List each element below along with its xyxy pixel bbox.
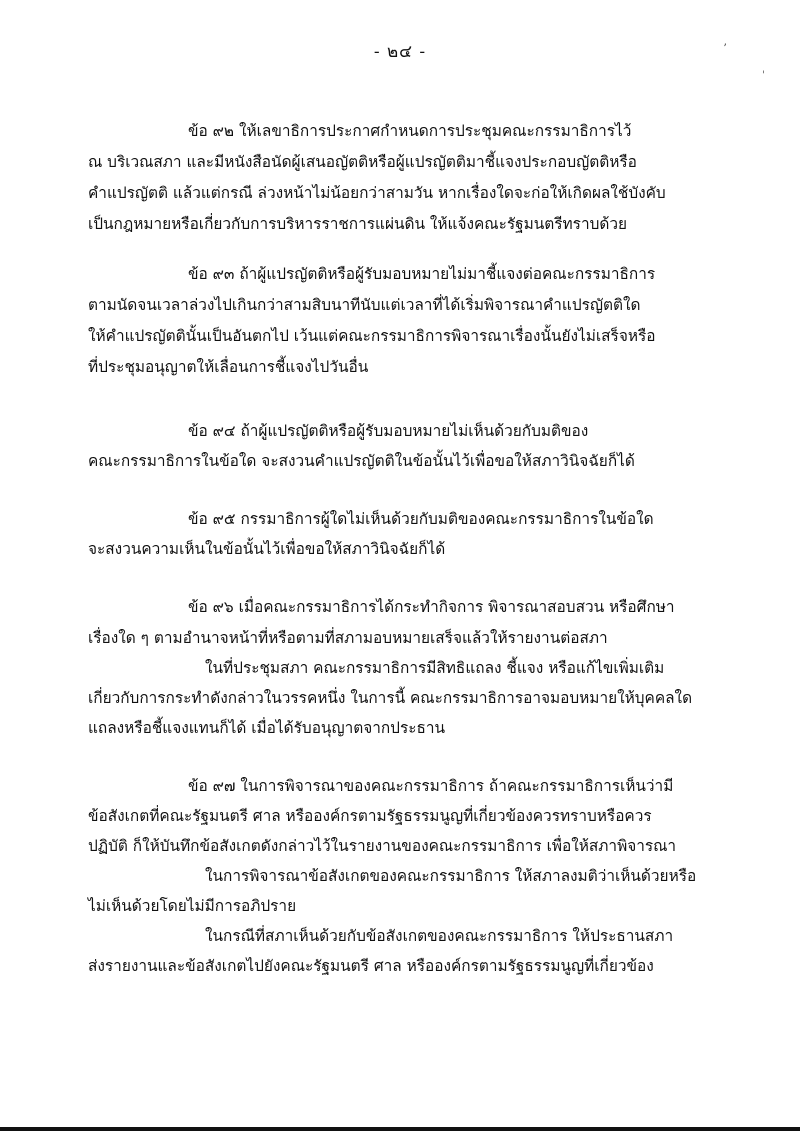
paragraph-line: ณ บริเวณสภา และมีหนังสือนัดผู้เสนอญัตติหรือผู้แปรญัตติมาชี้แจงประกอบญัตติหรือ bbox=[88, 153, 637, 171]
paragraph-line: แถลงหรือชี้แจงแทนก็ได้ เมื่อได้รับอนุญาตจากประธาน bbox=[88, 719, 446, 737]
paragraph-line: ข้อ ๙๖ เมื่อคณะกรรมาธิการได้กระทำกิจการ พิจารณาสอบสวน หรือศึกษา bbox=[188, 598, 675, 616]
paragraph-line: ส่งรายงานและข้อสังเกตไปยังคณะรัฐมนตรี ศาล หรือองค์กรตามรัฐธรรมนูญที่เกี่ยวข้อง bbox=[88, 957, 654, 975]
paragraph-line: เป็นกฎหมายหรือเกี่ยวกับการบริหารราชการแผ่นดิน ให้แจ้งคณะรัฐมนตรีทราบด้วย bbox=[88, 215, 628, 233]
paragraph-line: ข้อ ๙๓ ถ้าผู้แปรญัตติหรือผู้รับมอบหมายไม่มาชี้แจงต่อคณะกรรมาธิการ bbox=[188, 265, 656, 283]
paragraph-line: ข้อสังเกตที่คณะรัฐมนตรี ศาล หรือองค์กรตามรัฐธรรมนูญที่เกี่ยวข้องควรทราบหรือควร bbox=[88, 807, 652, 825]
paragraph-line: เรื่องใด ๆ ตามอำนาจหน้าที่หรือตามที่สภามอบหมายเสร็จแล้วให้รายงานต่อสภา bbox=[88, 629, 608, 647]
paragraph-line: ข้อ ๙๕ กรรมาธิการผู้ใดไม่เห็นด้วยกับมติของคณะกรรมาธิการในข้อใด bbox=[188, 510, 654, 528]
paragraph-line: ข้อ ๙๒ ให้เลขาธิการประกาศกำหนดการประชุมคณะกรรมาธิการไว้ bbox=[188, 122, 632, 140]
paragraph-line: ในกรณีที่สภาเห็นด้วยกับข้อสังเกตของคณะกรรมาธิการ ให้ประธานสภา bbox=[205, 927, 674, 945]
paragraph-line: ในการพิจารณาข้อสังเกตของคณะกรรมาธิการ ให้สภาลงมติว่าเห็นด้วยหรือ bbox=[205, 867, 697, 885]
paragraph-line: ในที่ประชุมสภา คณะกรรมาธิการมีสิทธิแถลง ชี้แจง หรือแก้ไขเพิ่มเติม bbox=[205, 659, 665, 677]
stray-mark: ʼ bbox=[723, 42, 727, 55]
scan-bottom-edge bbox=[0, 1127, 800, 1131]
paragraph-line: จะสงวนความเห็นในข้อนั้นไว้เพื่อขอให้สภาวินิจฉัยก็ได้ bbox=[88, 540, 446, 558]
page-number: - ๒๔ - bbox=[373, 42, 427, 62]
paragraph-line: คณะกรรมาธิการในข้อใด จะสงวนคำแปรญัตติในข้อนั้นไว้เพื่อขอให้สภาวินิจฉัยก็ได้ bbox=[88, 452, 635, 470]
paragraph-line: ตามนัดจนเวลาล่วงไปเกินกว่าสามสิบนาทีนับแต่เวลาที่ได้เริ่มพิจารณาคำแปรญัตติใด bbox=[88, 296, 641, 314]
stray-mark: ' bbox=[762, 70, 765, 81]
paragraph-line: ข้อ ๙๗ ในการพิจารณาของคณะกรรมาธิการ ถ้าคณะกรรมาธิการเห็นว่ามี bbox=[188, 777, 674, 795]
paragraph-line: เกี่ยวกับการกระทำดังกล่าวในวรรคหนึ่ง ในการนี้ คณะกรรมาธิการอาจมอบหมายให้บุคคลใด bbox=[88, 689, 693, 707]
paragraph-line: ให้คำแปรญัตตินั้นเป็นอันตกไป เว้นแต่คณะกรรมาธิการพิจารณาเรื่องนั้นยังไม่เสร็จหรือ bbox=[88, 327, 656, 345]
paragraph-line: ที่ประชุมอนุญาตให้เลื่อนการชี้แจงไปวันอื่น bbox=[88, 358, 369, 376]
paragraph-line: ไม่เห็นด้วยโดยไม่มีการอภิปราย bbox=[88, 897, 297, 915]
paragraph-line: ข้อ ๙๔ ถ้าผู้แปรญัตติหรือผู้รับมอบหมายไม่เห็นด้วยกับมติของ bbox=[188, 422, 589, 440]
paragraph-line: ปฏิบัติ ก็ให้บันทึกข้อสังเกตดังกล่าวไว้ในรายงานของคณะกรรมาธิการ เพื่อให้สภาพิจารณา bbox=[88, 837, 677, 855]
paragraph-line: คำแปรญัตติ แล้วแต่กรณี ล่วงหน้าไม่น้อยกว่าสามวัน หากเรื่องใดจะก่อให้เกิดผลใช้บังคับ bbox=[88, 184, 666, 202]
